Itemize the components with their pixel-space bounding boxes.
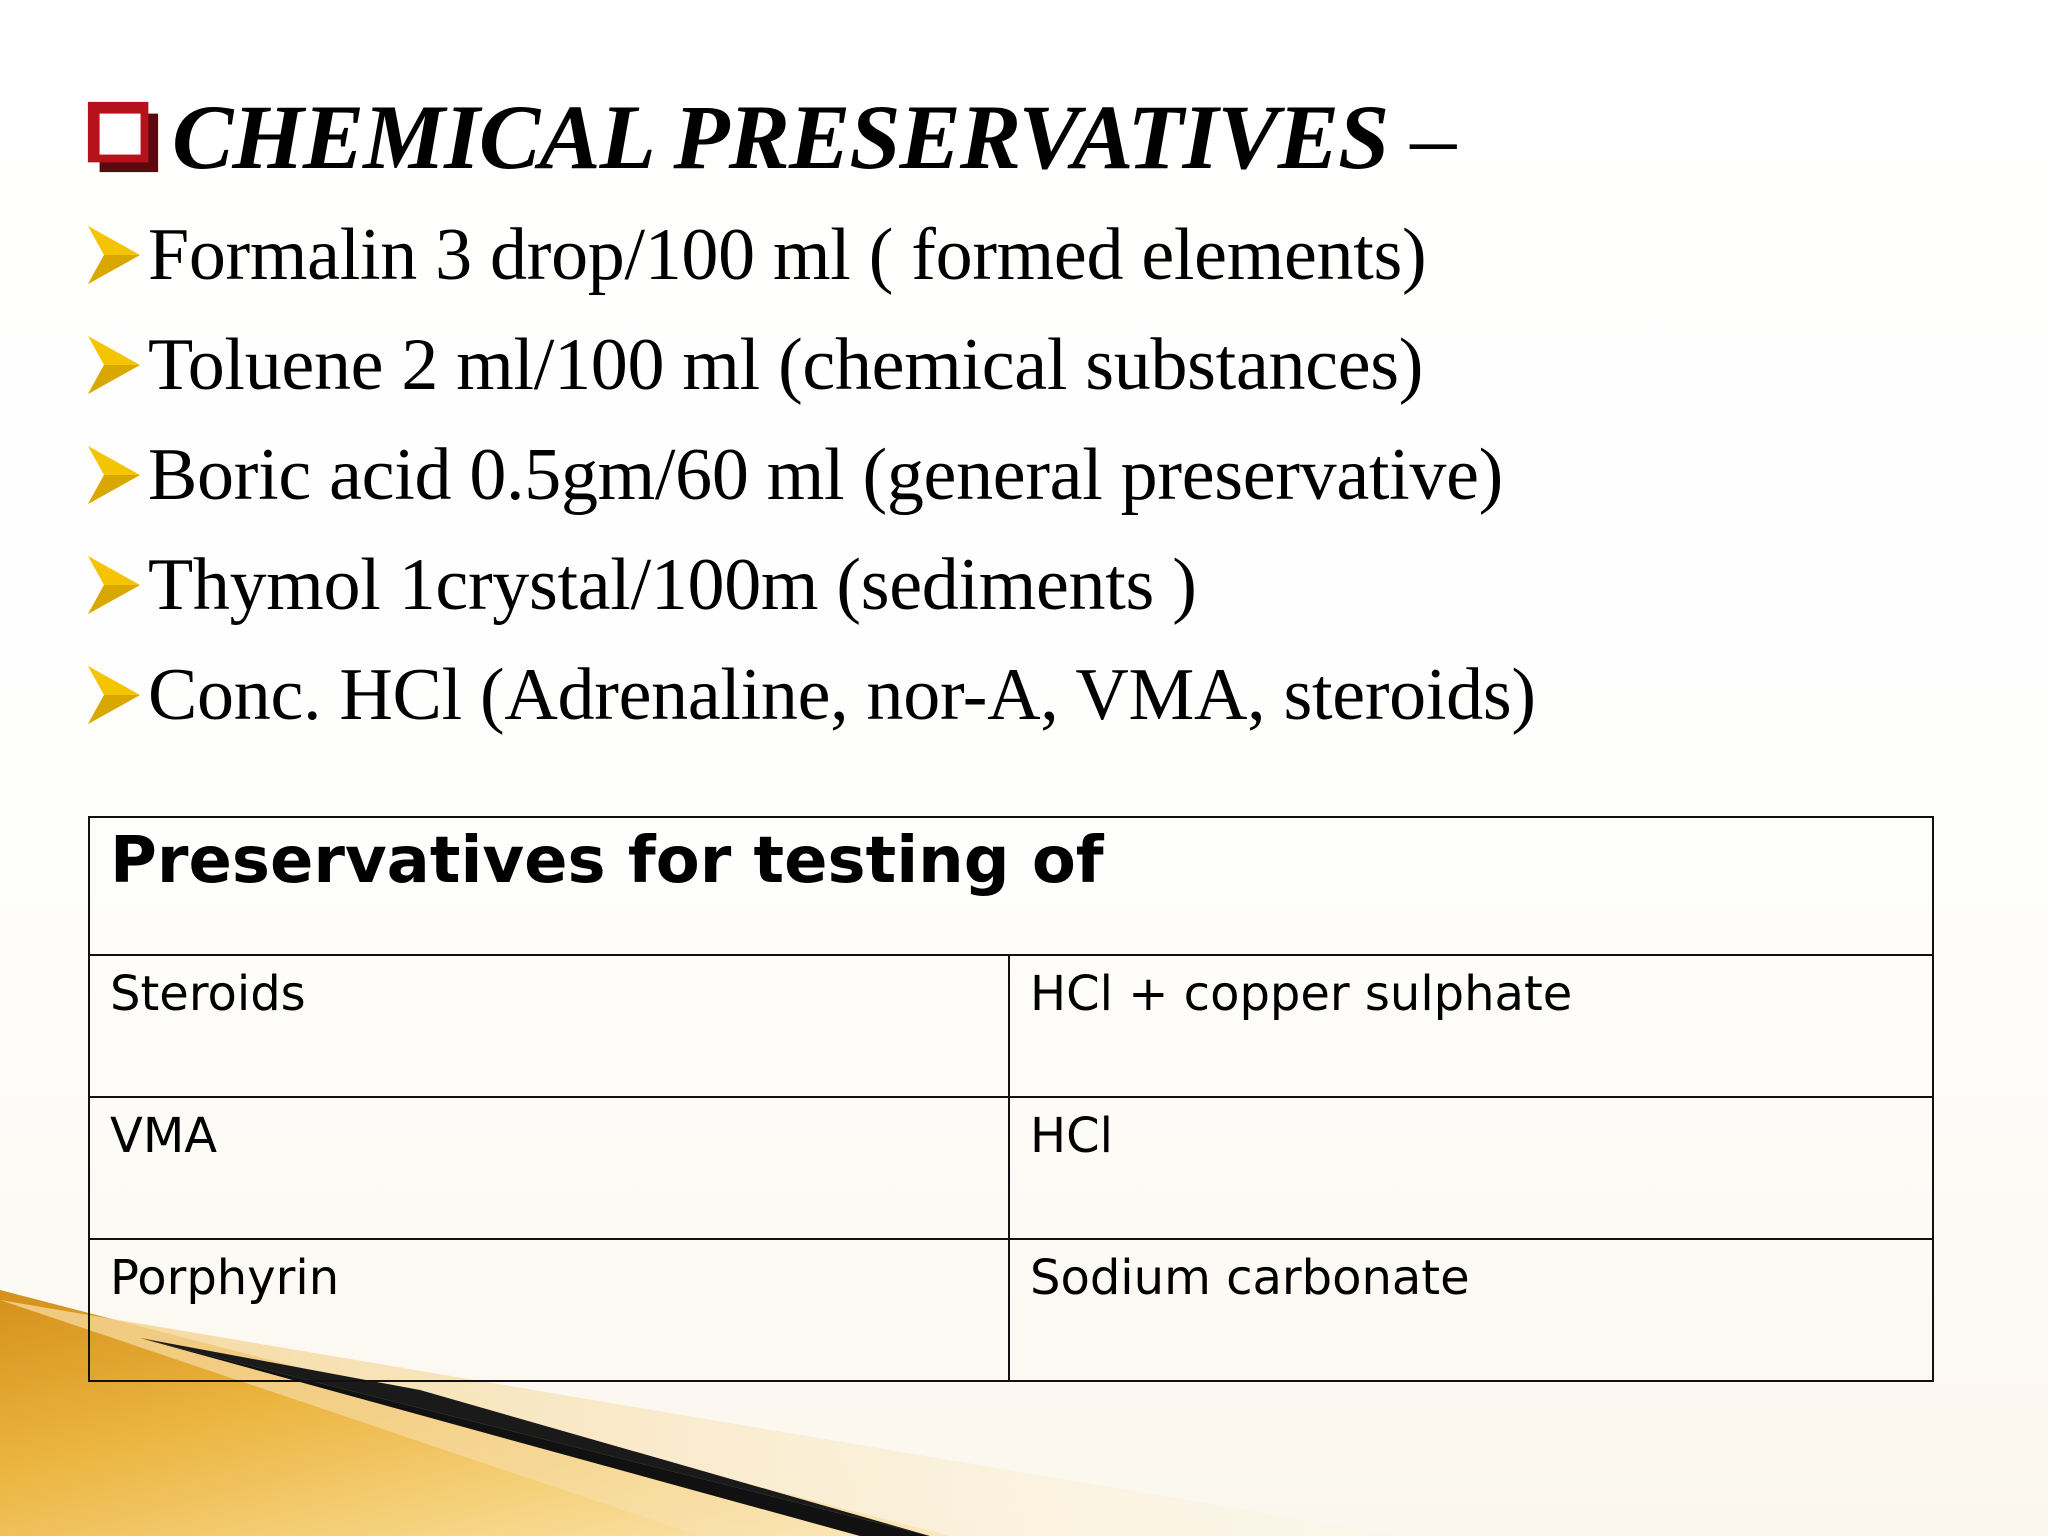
table-row [89, 955, 1933, 1097]
title-dash: – [1410, 86, 1457, 188]
list-item-text: Boric acid 0.5gm/60 ml (general preservative) [148, 433, 1503, 516]
table-cell-preservative: HCl [1009, 1097, 1933, 1239]
slide-title [84, 82, 1456, 192]
table-cell-preservative: Sodium carbonate [1009, 1239, 1933, 1381]
list-item [84, 310, 1536, 420]
checkbox-square-icon [84, 98, 162, 176]
arrow-bullet-icon [84, 662, 144, 728]
arrow-bullet-icon [84, 332, 144, 398]
arrow-bullet-icon [84, 442, 144, 508]
list-item-text: Formalin 3 drop/100 ml ( formed elements) [148, 213, 1427, 296]
table-row [89, 1239, 1933, 1381]
list-item [84, 420, 1536, 530]
preservative-list [84, 200, 1536, 750]
list-item [84, 530, 1536, 640]
table-cell-analyte: VMA [89, 1097, 1009, 1239]
table-cell-analyte: Porphyrin [89, 1239, 1009, 1381]
table-cell-analyte: Steroids [89, 955, 1009, 1097]
list-item-text: Toluene 2 ml/100 ml (chemical substances) [148, 323, 1424, 406]
list-item [84, 640, 1536, 750]
list-item [84, 200, 1536, 310]
table-row [89, 1097, 1933, 1239]
list-item-text: Thymol 1crystal/100m (sediments ) [148, 543, 1197, 626]
table-cell-preservative: HCl + copper sulphate [1009, 955, 1933, 1097]
title-text: CHEMICAL PRESERVATIVES [172, 86, 1389, 188]
preservatives-table [88, 816, 1932, 1354]
table-header-row [89, 817, 1933, 955]
list-item-text: Conc. HCl (Adrenaline, nor-A, VMA, steroids) [148, 653, 1536, 736]
arrow-bullet-icon [84, 222, 144, 288]
arrow-bullet-icon [84, 552, 144, 618]
table-header-cell: Preservatives for testing of [89, 817, 1933, 955]
